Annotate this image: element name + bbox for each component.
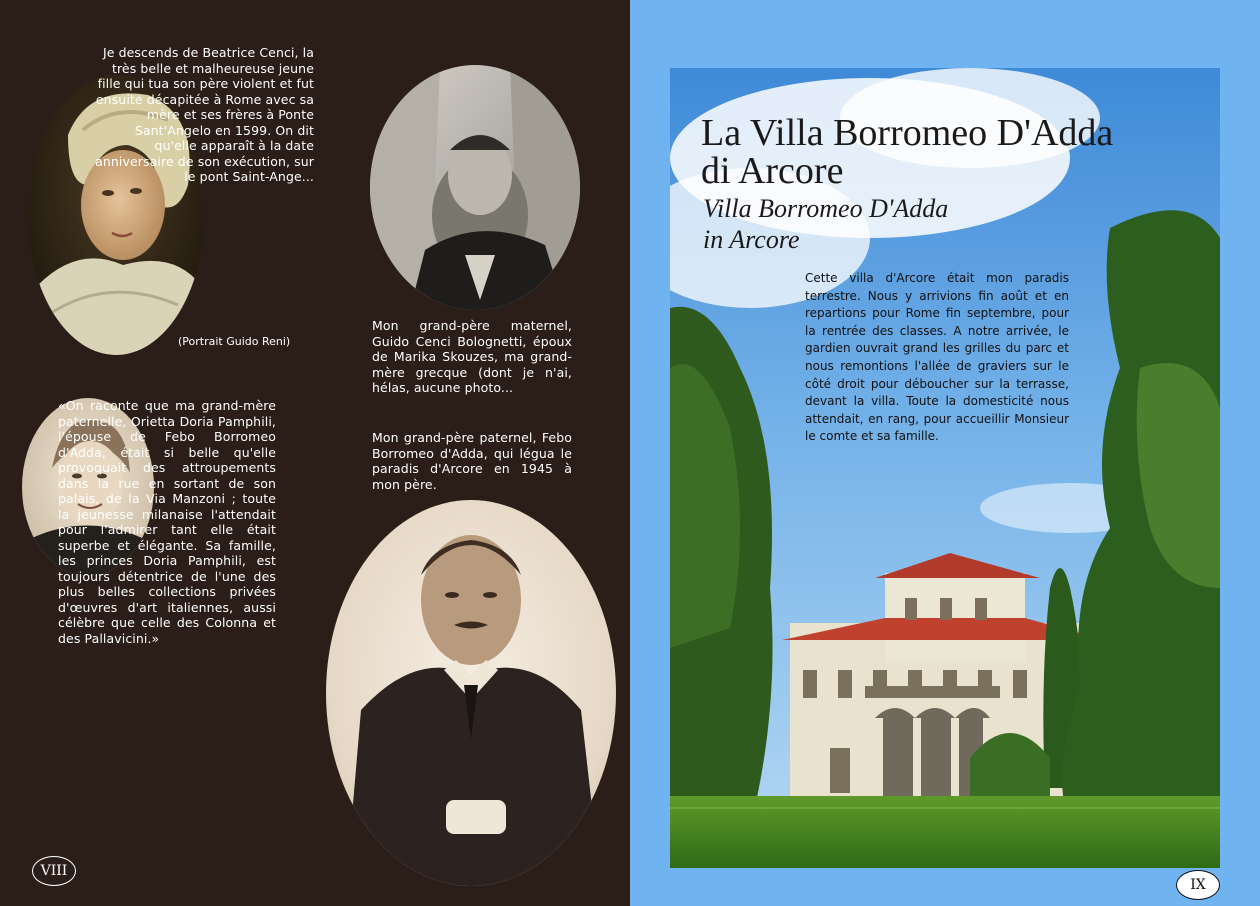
- page-number-left: VIII: [32, 856, 76, 886]
- grandfather-paternal-text: Mon grand-père paternel, Febo Borromeo d'Adda, qui légua le paradis d'Arcore en 1945 à mon père.: [372, 430, 572, 492]
- guido-cenci-photo: [370, 65, 580, 310]
- beatrice-text: Je descends de Beatrice Cenci, la très belle et malheureuse jeune fille qui tua son père violent et fut ensuite décapitée à Rome avec sa mère et ses frères à Ponte Sant'Angelo en 1599. On dit qu'elle apparaît à la date anniversaire de son exécution, sur le pont Saint-Ange...: [95, 45, 314, 184]
- villa-subtitle: [703, 193, 948, 255]
- beatrice-caption: (Portrait Guido Reni): [178, 335, 291, 348]
- grandfather-maternal-text: Mon grand-père maternel, Guido Cenci Bolognetti, époux de Marika Skouzes, ma grand-mère grecque (dont je n'ai, hélas, aucune photo...: [372, 318, 572, 395]
- villa-subtitle-line1: Villa Borromeo D'Adda: [703, 194, 949, 223]
- villa-subtitle-line2: in Arcore: [703, 225, 800, 254]
- villa-title-line2: di Arcore: [701, 150, 844, 192]
- febo-borromeo-photo: [326, 500, 616, 886]
- villa-body-text: Cette villa d'Arcore était mon paradis terrestre. Nous y arrivions fin août et en repartions pour Rome fin septembre, pour la rentrée des classes. A notre arrivée, le gardien ouvrait grand les grilles du parc et nous remontions l'allée de graviers sur le côté droit pour déboucher sur la terrasse, devant la villa. Toute la domesticité nous attendait, en rang, pour accueillir Monsieur le comte et sa famille.: [805, 271, 1069, 444]
- page-number-right: IX: [1176, 870, 1220, 900]
- grandmother-text: «On raconte que ma grand-mère paternelle, Orietta Doria Pamphili, l'épouse de Febo Borromeo d'Adda, était si belle qu'elle provoquait des attroupements dans la rue en sortant de son palais, de la Via Manzoni ; toute la jeunesse milanaise l'attendait pour l'admirer tant elle était superbe et élégante. Sa famille, les princes Doria Pamphili, est toujours détentrice de l'une des plus belles collections privées d'œuvres d'art italiennes, aussi célèbre que celle des Colonna et des Pallavicini.»: [58, 398, 276, 646]
- right-page: [630, 0, 1260, 906]
- villa-title: [701, 114, 1113, 190]
- villa-title-line1: La Villa Borromeo D'Adda: [701, 112, 1114, 154]
